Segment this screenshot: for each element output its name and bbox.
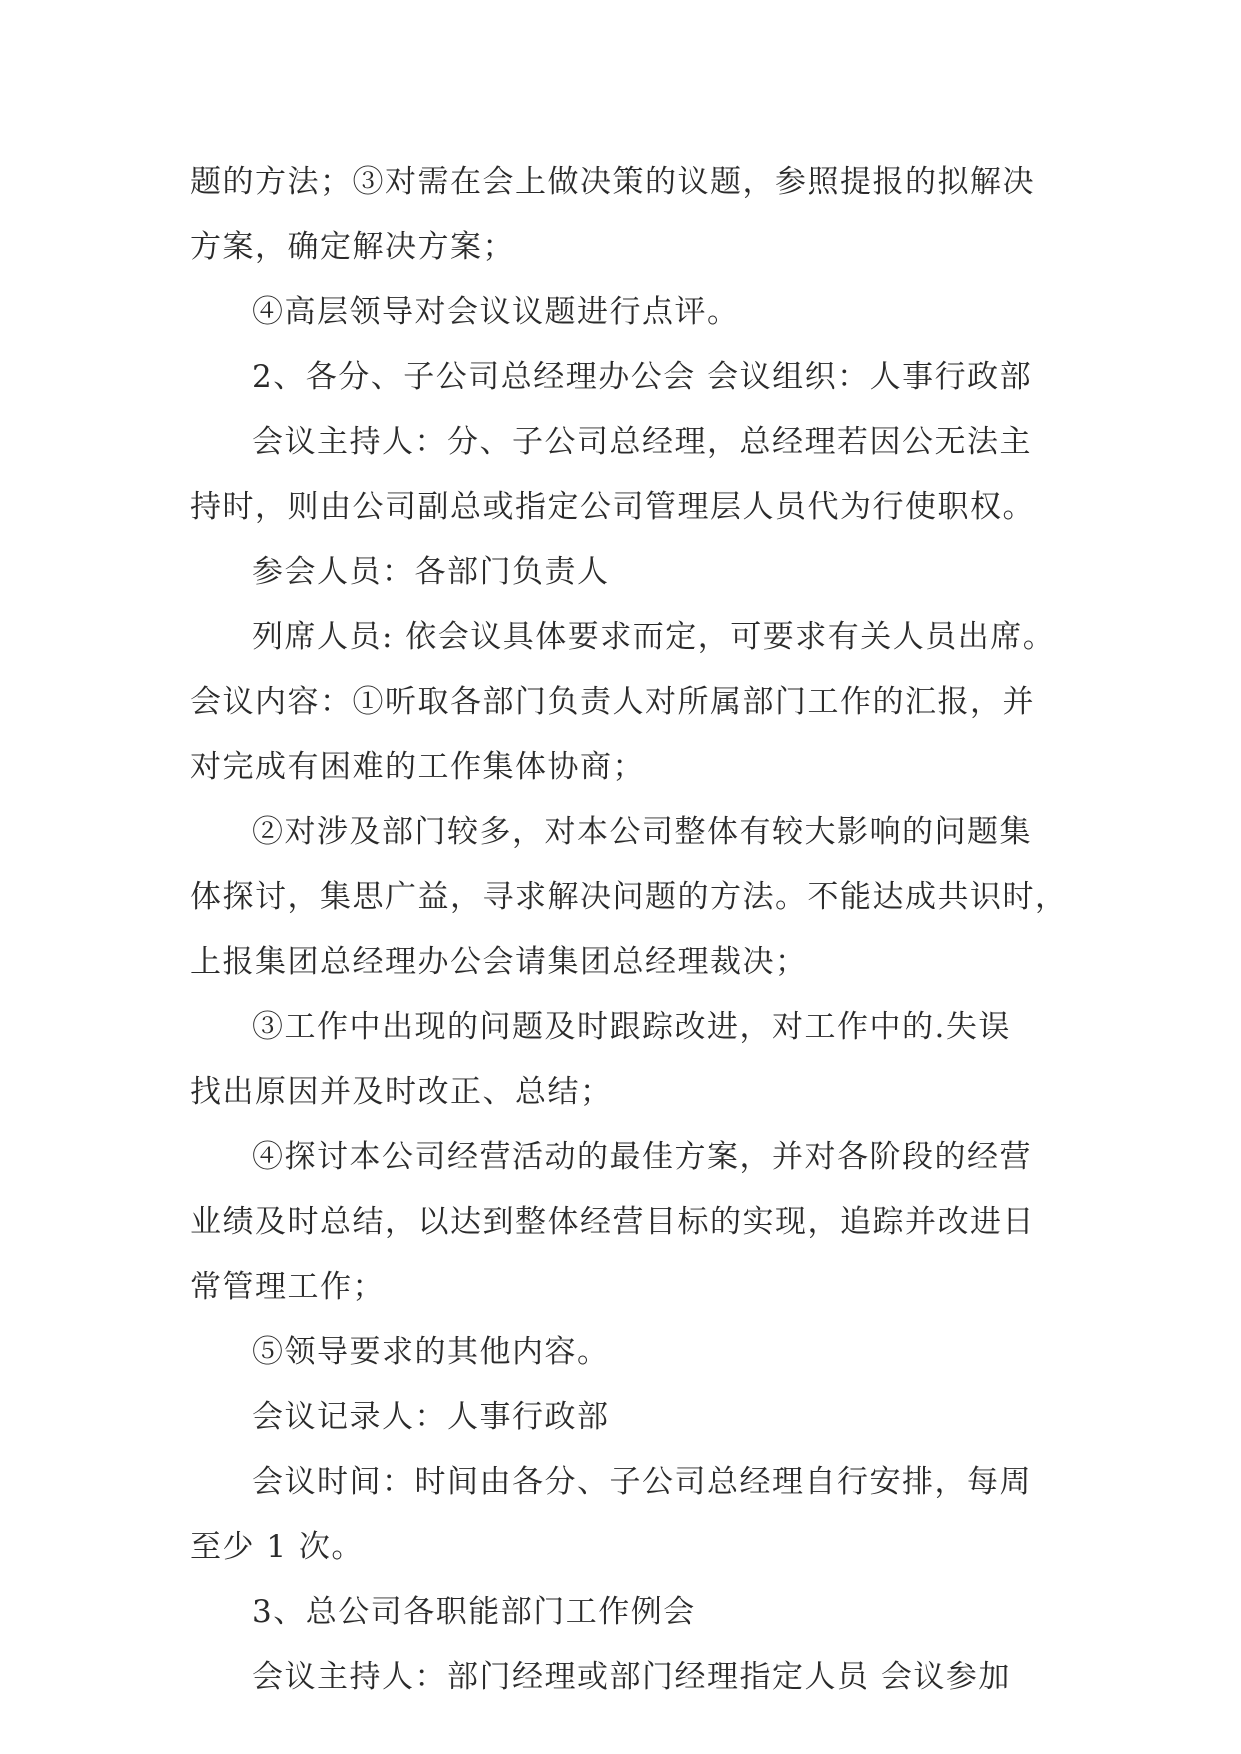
text-line: 上报集团总经理办公会请集团总经理裁决； xyxy=(190,944,808,980)
text-line: 会议主持人：分、子公司总经理，总经理若因公无法主 xyxy=(252,424,1032,460)
text-line: 持时，则由公司副总或指定公司管理层人员代为行使职权。 xyxy=(190,489,1035,525)
text-line: 参会人员：各部门负责人 xyxy=(252,554,610,590)
text-line: 对完成有困难的工作集体协商； xyxy=(190,749,645,785)
text-line: 会议记录人：人事行政部 xyxy=(252,1399,610,1435)
text-line: 方案，确定解决方案； xyxy=(190,229,515,265)
text-line: 体探讨，集思广益，寻求解决问题的方法。不能达成共识时， xyxy=(190,879,1068,915)
text-line: ④高层领导对会议议题进行点评。 xyxy=(252,294,740,330)
text-line: 2、各分、子公司总经理办公会 会议组织：人事行政部 xyxy=(252,359,1033,395)
text-line: 列席人员: 依会议具体要求而定，可要求有关人员出席。 xyxy=(252,619,1056,655)
text-line: 找出原因并及时改正、总结； xyxy=(190,1074,613,1110)
text-line: 会议内容：①听取各部门负责人对所属部门工作的汇报，并 xyxy=(190,684,1035,720)
text-line: ⑤领导要求的其他内容。 xyxy=(252,1334,610,1370)
text-line: ④探讨本公司经营活动的最佳方案，并对各阶段的经营 xyxy=(252,1139,1032,1175)
text-line: ③工作中出现的问题及时跟踪改进，对工作中的.失误 xyxy=(252,1009,1011,1045)
text-line: 至少 1 次。 xyxy=(190,1529,364,1565)
text-line: 3、总公司各职能部门工作例会 xyxy=(252,1594,696,1630)
text-line: 会议主持人：部门经理或部门经理指定人员 会议参加 xyxy=(252,1659,1011,1695)
text-line: ②对涉及部门较多，对本公司整体有较大影响的问题集 xyxy=(252,814,1032,850)
text-line: 会议时间：时间由各分、子公司总经理自行安排，每周 xyxy=(252,1464,1032,1500)
document-body xyxy=(190,150,1068,1710)
text-line: 题的方法；③对需在会上做决策的议题，参照提报的拟解决 xyxy=(190,164,1035,200)
text-line: 常管理工作； xyxy=(190,1269,385,1305)
text-line: 业绩及时总结，以达到整体经营目标的实现，追踪并改进日 xyxy=(190,1204,1035,1240)
